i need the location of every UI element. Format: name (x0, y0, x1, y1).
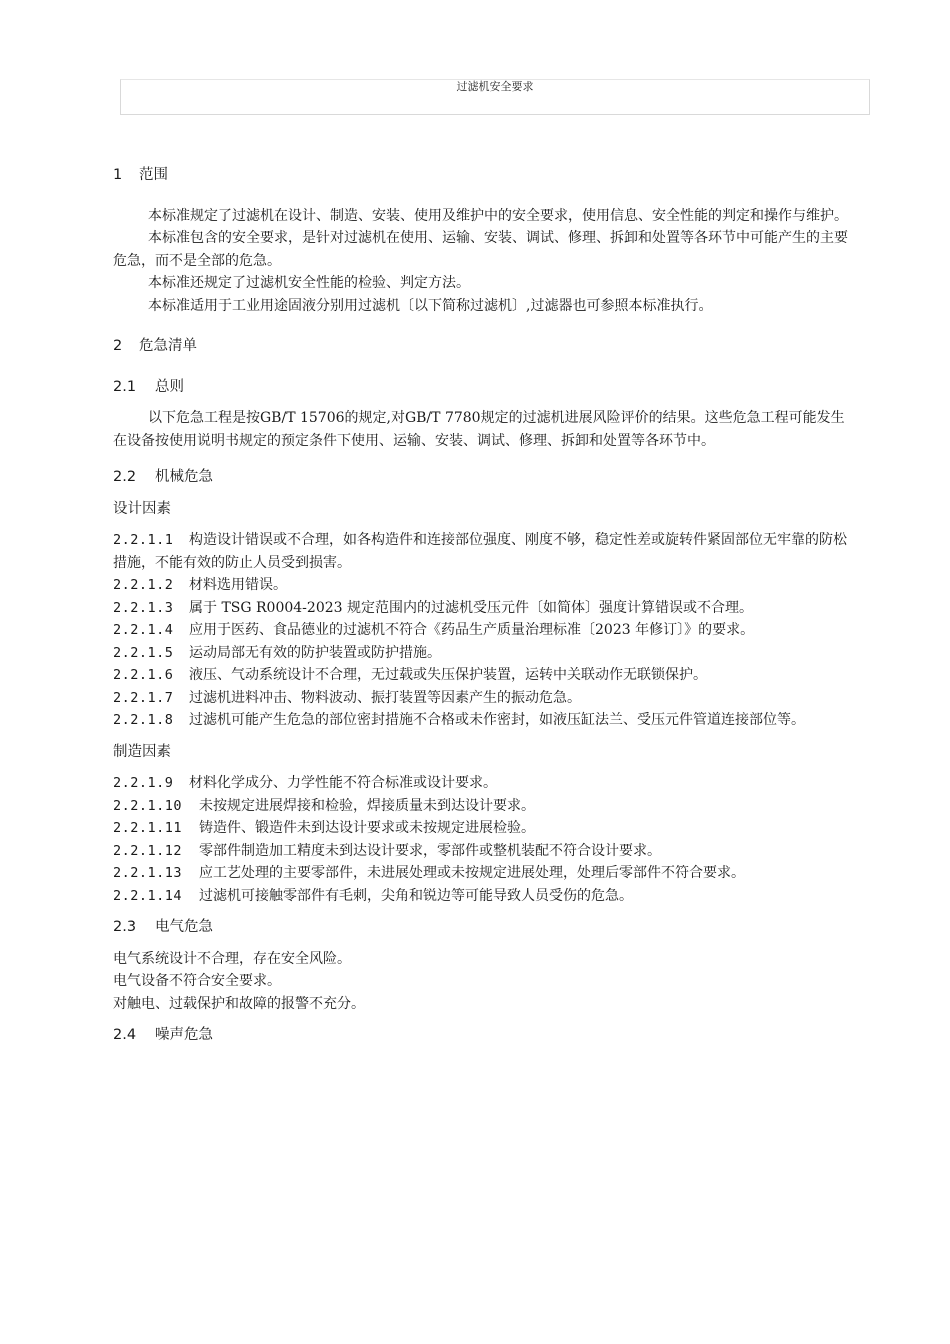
section-title: 范围 (139, 167, 168, 183)
list-item: 2.2.1.7 过滤机进料冲击、物料波动、振打装置等因素产生的振动危急。 (113, 689, 581, 706)
list-item: 2.2.1.6 液压、气动系统设计不合理，无过载或失压保护装置，运转中关联动作无联锁保护。 (113, 667, 707, 683)
section-number: 2 (113, 338, 123, 354)
section-1-heading (113, 164, 858, 187)
list-item: 2.2.1.12 零部件制造加工精度未到达设计要求，零部件或整机装配不符合设计要求。 (113, 842, 661, 859)
header-title: 过滤机安全要求 (456, 80, 534, 93)
section-number: 2.4 (113, 1027, 137, 1043)
list-item: 2.2.1.8 过滤机可能产生危急的部位密封措施不合格或未作密封，如液压缸法兰、受压元件管道连接部位等。 (113, 712, 805, 728)
list-item: 2.2.1.10 未按规定进展焊接和检验，焊接质量未到达设计要求。 (113, 797, 535, 814)
list-item: 2.2.1.2 材料选用错误。 (113, 577, 287, 593)
section-number: 2.3 (113, 919, 137, 935)
design-factors-heading: 设计因素 (113, 500, 171, 517)
paragraph: 电气系统设计不合理，存在安全风险。 (113, 950, 351, 967)
paragraph: 本标准规定了过滤机在设计、制造、安装、使用及维护中的安全要求，使用信息、安全性能的判定和操作与维护。 (148, 207, 848, 224)
list-item: 2.2.1.5 运动局部无有效的防护装置或防护措施。 (113, 644, 441, 661)
list-item: 2.2.1.4 应用于医药、食品德业的过滤机不符合《药品生产质量治理标准〔2023 年修订〕》的要求。 (113, 622, 755, 638)
list-item: 2.2.1.13 应工艺处理的主要零部件，未进展处理或未按规定进展处理，处理后零部件不符合要求。 (113, 865, 745, 881)
section-title: 危急清单 (139, 338, 197, 354)
section-2-4-heading (113, 1024, 858, 1047)
paragraph: 电气设备不符合安全要求。 (113, 973, 281, 989)
list-item: 2.2.1.3 属于 TSG R0004-2023 规定范围内的过滤机受压元件〔如简体〕强度计算错误或不合理。 (113, 599, 753, 616)
section-title: 电气危急 (155, 919, 213, 935)
section-2-3-heading (113, 916, 858, 939)
section-number: 1 (113, 167, 123, 183)
manufacturing-factors-heading: 制造因素 (113, 743, 171, 760)
section-number: 2.2 (113, 469, 137, 485)
section-2-2-heading (113, 466, 858, 489)
paragraph: 对触电、过载保护和故障的报警不充分。 (113, 995, 365, 1012)
list-item: 2.2.1.14 过滤机可接触零部件有毛刺，尖角和锐边等可能导致人员受伤的危急。 (113, 887, 633, 904)
paragraph: 本标准还规定了过滤机安全性能的检验、判定方法。 (148, 275, 470, 291)
section-2-heading (113, 335, 858, 358)
section-title: 总则 (155, 378, 184, 395)
section-title: 噪声危急 (155, 1027, 213, 1043)
page-header (120, 79, 870, 115)
paragraph: 本标准包含的安全要求，是针对过滤机在使用、运输、安装、调试、修理、拆卸和处置等各环节中可能产生的主要危急，而不是全部的危急。 (113, 230, 848, 269)
paragraph: 以下危急工程是按GB/T 15706的规定,对GB/T 7780规定的过滤机进展风险评价的结果。这些危急工程可能发生在设备按使用说明书规定的预定条件下使用、运输、安装、调试、修理、拆卸和处置等各环节中。 (113, 410, 845, 449)
list-item: 2.2.1.9 材料化学成分、力学性能不符合标准或设计要求。 (113, 775, 497, 791)
paragraph: 本标准适用于工业用途固液分别用过滤机〔以下简称过滤机〕,过滤器也可参照本标准执行。 (148, 297, 713, 314)
section-title: 机械危急 (155, 469, 213, 485)
list-item: 2.2.1.1 构造设计错误或不合理，如各构造件和连接部位强度、刚度不够，稳定性差或旋转件紧固部位无牢靠的防松措施，不能有效的防止人员受到损害。 (113, 532, 847, 571)
section-2-1-heading (113, 376, 858, 399)
list-item: 2.2.1.11 铸造件、锻造件未到达设计要求或未按规定进展检验。 (113, 820, 535, 836)
document-body (113, 164, 858, 1047)
section-number: 2.1 (113, 378, 137, 395)
